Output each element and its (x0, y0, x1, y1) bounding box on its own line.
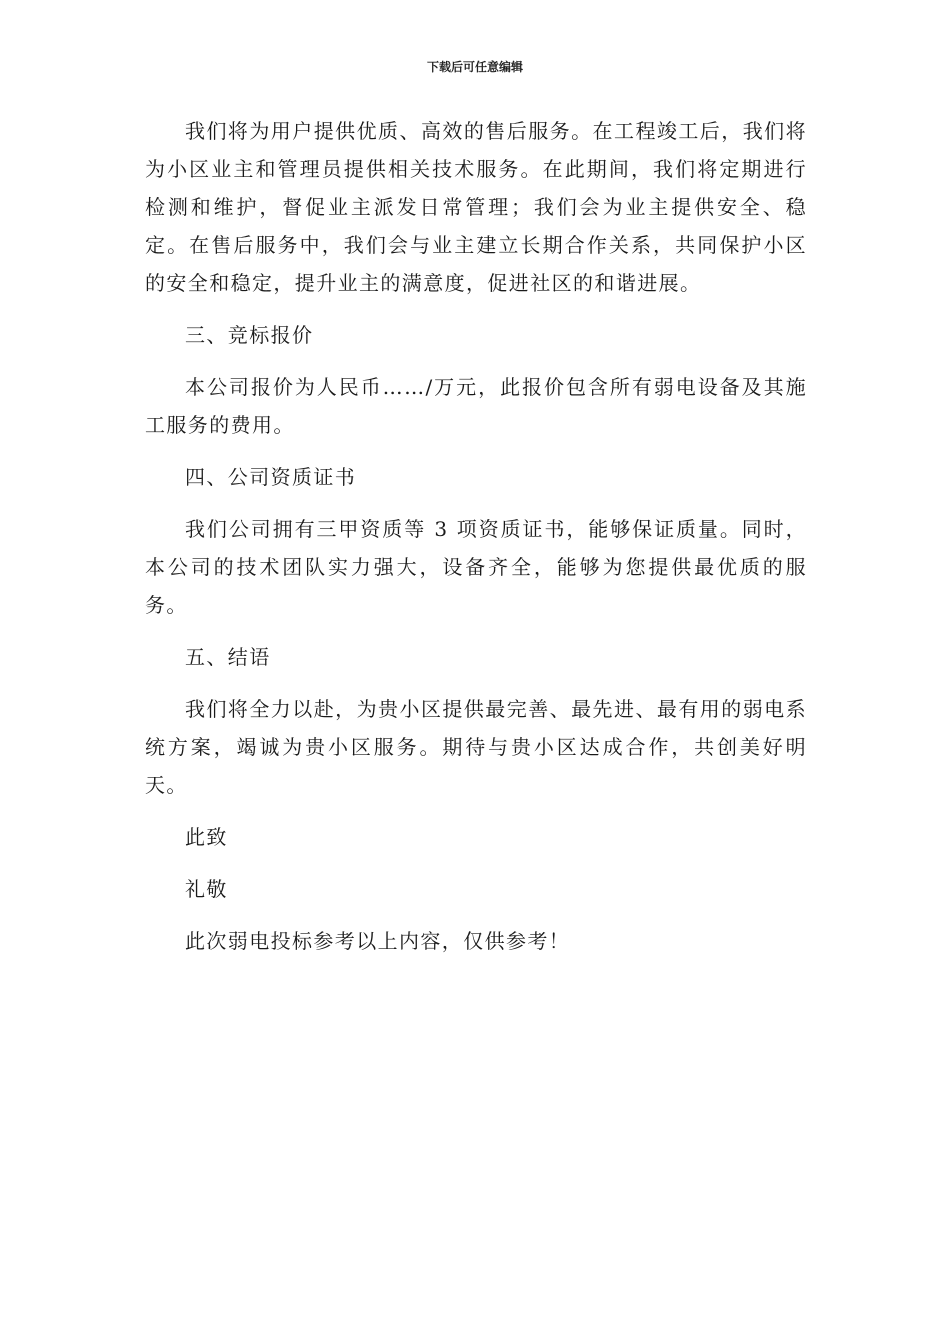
section-heading-certificates: 四、公司资质证书 (185, 465, 357, 489)
section-heading-quotation: 三、竞标报价 (185, 323, 314, 347)
certificates-paragraph: 我们公司拥有三甲资质等 3 项资质证书，能够保证质量。同时，本公司的技术团队实力强大，设备齐全，能够为您提供最优质的服务。 (145, 517, 807, 617)
document-body (145, 112, 807, 974)
page-header-note: 下载后可任意编辑 (426, 60, 523, 74)
conclusion-paragraph: 我们将全力以赴，为贵小区提供最完善、最先进、最有用的弱电系统方案，竭诚为贵小区服务。期待与贵小区达成合作，共创美好明天。 (145, 697, 807, 797)
after-sales-paragraph: 我们将为用户提供优质、高效的售后服务。在工程竣工后，我们将为小区业主和管理员提供相关技术服务。在此期间，我们将定期进行检测和维护，督促业主派发日常管理；我们会为业主提供安全、稳定。在售后服务中，我们会与业主建立长期合作关系，共同保护小区的安全和稳定，提升业主的满意度，促进社区的和谐进展。 (145, 119, 807, 295)
closing-line-1: 此致 (185, 825, 228, 849)
quotation-paragraph: 本公司报价为人民币……/万元，此报价包含所有弱电设备及其施工服务的费用。 (145, 375, 807, 437)
closing-note: 此次弱电投标参考以上内容，仅供参考！ (185, 929, 571, 953)
section-heading-conclusion: 五、结语 (185, 645, 271, 669)
closing-line-2: 礼敬 (185, 877, 228, 901)
